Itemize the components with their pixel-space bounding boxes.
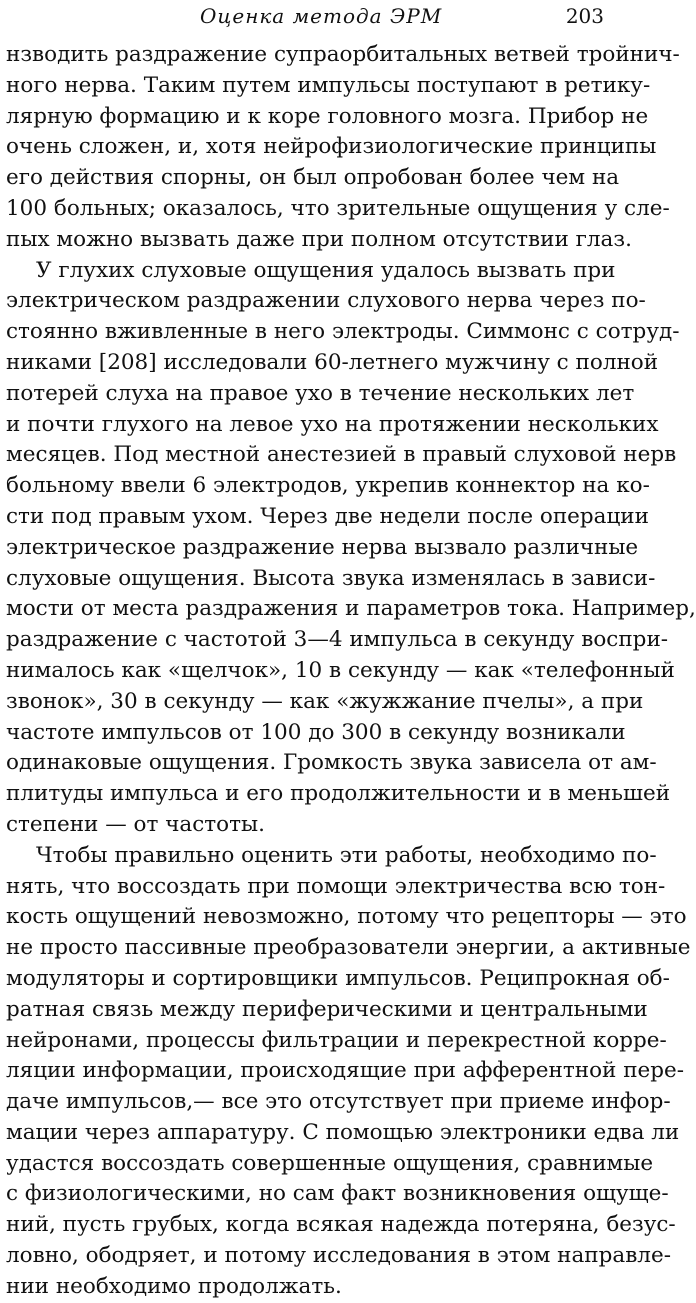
text-line: частоте импульсов от 100 до 300 в секунду возникали <box>6 719 626 745</box>
text-line: нейронами, процессы фильтрации и перекрестной корре- <box>6 1027 667 1053</box>
page-number: 203 <box>565 4 604 28</box>
paragraph <box>6 40 680 256</box>
text-line: с физиологическими, но сам факт возникновения ощуще- <box>6 1181 669 1207</box>
text-line: модуляторы и сортировщики импульсов. Реципрокная об- <box>6 965 670 991</box>
text-line: месяцев. Под местной анестезией в правый слуховой нерв <box>6 442 677 468</box>
text-line: кость ощущений невозможно, потому что рецепторы — это <box>6 904 687 930</box>
text-line: лярную формацию и к коре головного мозга. Прибор не <box>6 103 649 129</box>
text-line: сти под правым ухом. Через две недели после операции <box>6 503 649 529</box>
text-line: У глухих слуховые ощущения удалось вызвать при <box>36 257 616 283</box>
text-line: плитуды импульса и его продолжительности и в меньшей <box>6 781 671 807</box>
paragraph <box>6 841 691 1303</box>
text-line: не просто пассивные преобразователи энергии, а активные <box>6 935 691 961</box>
text-line: звонок», 30 в секунду — как «жужжание пчелы», а при <box>6 688 644 714</box>
text-line: стоянно вживленные в него электроды. Симмонс с сотруд- <box>6 319 680 345</box>
text-line: нималось как «щелчок», 10 в секунду — как «телефонный <box>6 657 675 683</box>
text-body <box>6 40 696 1303</box>
text-line: его действия спорны, он был опробован более чем на <box>6 165 620 191</box>
running-header <box>0 2 620 34</box>
text-line: степени — от частоты. <box>6 811 265 837</box>
running-title: Оценка метода ЭРМ <box>200 4 443 28</box>
text-line: очень сложен, и, хотя нейрофизиологические принципы <box>6 134 657 160</box>
text-line: и почти глухого на левое ухо на протяжении нескольких <box>6 411 659 437</box>
text-line: потерей слуха на правое ухо в течение нескольких лет <box>6 380 635 406</box>
text-line: нзводить раздражение супраорбитальных ветвей тройнич- <box>6 42 680 67</box>
text-line: мости от места раздражения и параметров тока. Например, <box>6 596 696 622</box>
text-line: ляции информации, происходящие при афферентной пере- <box>6 1058 684 1084</box>
text-line: ратная связь между периферическими и центральными <box>6 996 648 1022</box>
text-line: нии необходимо продолжать. <box>6 1273 342 1299</box>
text-line: ного нерва. Таким путем импульсы поступают в ретику- <box>6 72 651 98</box>
text-line: пых можно вызвать даже при полном отсутствии глаз. <box>6 226 632 252</box>
text-line: удастся воссоздать совершенные ощущения, сравнимые <box>6 1150 654 1176</box>
text-line: никами [208] исследовали 60-летнего мужчину с полной <box>6 349 659 375</box>
text-line: больному ввели 6 электродов, укрепив коннектор на ко- <box>6 473 650 499</box>
text-line: одинаковые ощущения. Громкость звука зависела от ам- <box>6 750 657 776</box>
text-line: 100 больных; оказалось, что зрительные ощущения у сле- <box>6 195 670 221</box>
text-line: раздражение с частотой 3—4 импульса в секунду воспри- <box>6 627 669 653</box>
text-line: ловно, ободряет, и потому исследования в этом направле- <box>6 1243 671 1269</box>
text-line: электрическое раздражение нерва вызвало различные <box>6 534 639 560</box>
text-line: мации через аппаратуру. С помощью электроники едва ли <box>6 1119 680 1145</box>
text-line: электрическом раздражении слухового нерва через по- <box>6 288 646 314</box>
text-line: ний, пусть грубых, когда всякая надежда потеряна, безус- <box>6 1212 676 1238</box>
text-line: даче импульсов,— все это отсутствует при приеме инфор- <box>6 1089 671 1115</box>
text-line: нять, что воссоздать при помощи электричества всю тон- <box>6 873 666 899</box>
text-line: слуховые ощущения. Высота звука изменялась в зависи- <box>6 565 656 591</box>
paragraph <box>6 256 696 841</box>
text-line: Чтобы правильно оценить эти работы, необходимо по- <box>36 842 657 868</box>
